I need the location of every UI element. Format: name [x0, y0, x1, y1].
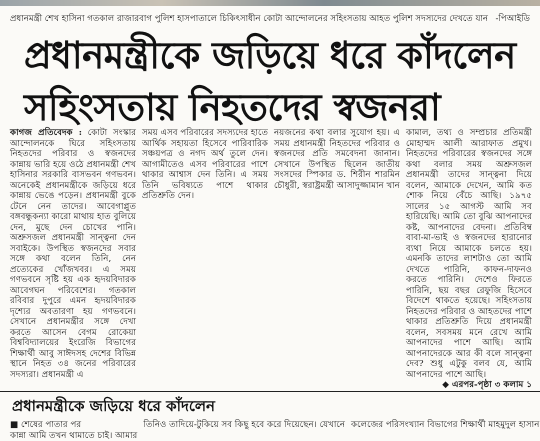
continuation-column-1: [10, 420, 137, 440]
continuation-column-3: [351, 420, 539, 440]
continuation-column-3-text: কলেজের পরিসংখ্যান বিভাগের শিক্ষার্থী মাহমুদুল হাসান: [351, 420, 540, 430]
continuation-headline: প্রধানমন্ত্রীকে জড়িয়ে ধরে কাঁদলেন: [12, 397, 215, 415]
byline: কাগজ প্রতিবেদক :: [10, 128, 82, 138]
continued-on-page: ◆ এরপর-পৃষ্ঠা ৩ কলাম ১: [442, 380, 532, 390]
section-divider: [0, 391, 540, 392]
article-column-3: [274, 128, 400, 386]
article-column-4: [406, 128, 532, 390]
photo-caption: [0, 6, 540, 32]
article-column-1: [10, 128, 136, 386]
continuation-body: [10, 420, 540, 441]
caption-credit: -পিআইডি: [495, 14, 530, 24]
article-column-2: [142, 128, 268, 386]
column-4-text: কামাল, তথ্য ও সম্প্রচার প্রতিমন্ত্রী মোহাম্মদ আলী আরাফাত প্রমুখ। নিহতদের পরিবারের স্বজনদের সঙ্গে কথা বলার সময় অশ্রুসজল প্রধানমন্ত্রী তাদের সান্ত্বনা দিয়ে বলেন, আমাকে দেখেন, আমি কত শোক নিয়ে বেঁচে আছি। ১৯৭৫ সালের ১৫ আগস্ট আমি সব হারিয়েছি। আমি তো বুঝি আপনাদের কষ্ট, আপনাদের বেদনা। প্রতিবিম্ব বাবা-মা-ভাই ও স্বজনদের হারানোর ব্যথা নিয়ে আমাকে চলতে হয়। এমনকি তাদের লাশটাও তো আমি দেখতে পারিনি, কাফন-দাফনও করতে পারিনি। দেশেও ফিরতে পারিনি, ছয় বছর রেফুজি হিসেবে বিদেশে থাকতে হয়েছে। সহিংসতায় নিহতদের পরিবার ও আহতদের পাশে থাকার প্রতিশ্রুতি দিয়ে প্রধানমন্ত্রী বলেন, সবসময় মনে রেখে আমি আপনাদের পাশে আছি। আমি আপনাদেরকে আর কী বলে সান্ত্বনা দেব? শুধু এটুকু বলব যে, আমি আপনাদের পাশে আছি।: [406, 128, 532, 380]
article-body: [10, 128, 532, 390]
headline-line-2: সহিংসতায় নিহতদের স্বজনরা: [24, 86, 441, 129]
continuation-column-1-text: কান্না আমি তখন থামাতে চাই। আমার: [10, 430, 138, 441]
headline-line-1: প্রধানমন্ত্রীকে জড়িয়ে ধরে কাঁদলেন: [24, 34, 516, 77]
caption-text: প্রধানমন্ত্রী শেখ হাসিনা গতকাল রাজারবাগ পুলিশ হাসপাতালে চিকিৎসাধীন কোটা আন্দোলনের সহিংসতায় আহত পুলিশ সদস্যদের দেখতে যান: [10, 14, 489, 24]
continuation-column-2-text: তিনিও তাদিয়ে-টুকিয়ে সব কিছু হবে করে দিয়েছেন। যেখানে: [143, 420, 346, 430]
column-3-text: নয়জনের কথা বলার সুযোগ হয়। এ সময় প্রধানমন্ত্রী নিহতদের পরিবার ও স্বজনদের প্রতি সমবেদনা জানান। সেখানে উপস্থিত ছিলেন জাতীয় সংসদের স্পিকার ড. শিরীন শারমিন চৌধুরী, স্বরাষ্ট্রমন্ত্রী আসাদুজ্জামান খান: [274, 128, 400, 191]
column-1-text: কোটা সংস্কার আন্দোলনকে ঘিরে সহিংসতায় নিহতদের পরিবার ও স্বজনদের কান্নায় ভারি হয়ে ওঠে প্রধানমন্ত্রী শেখ হাসিনার সরকারি বাসভবন গণভবন। অনেকেই প্রধানমন্ত্রীকে জড়িয়ে ধরে কান্নায় ভেঙে পড়েন। প্রধানমন্ত্রী বুকে টেনে নেন তাদের। আবেগাপ্লুত বঙ্গবন্ধুকন্যা কারো মাথায় হাত বুলিয়ে দেন, মুছে দেন চোখের পানি। অশ্রুসজল প্রধানমন্ত্রী সান্ত্বনা দেন সবাইকে। উপস্থিত স্বজনদের সবার সঙ্গে কথা বলেন তিনি, নেন প্রত্যেকের খোঁজখবর। এ সময় গণভবনে সৃষ্টি হয় এক হৃদয়বিদারক আবেগঘন পরিবেশের। গতকাল রবিবার দুপুরে এমন হৃদয়বিদারক দৃশ্যের অবতারণা হয় গণভবনে। সেখানে প্রধানমন্ত্রীর সঙ্গে দেখা করতে আসেন বেগম রোকেয়া বিশ্ববিদ্যালয়ের ইংরেজি বিভাগের শিক্ষার্থী আবু সাঈদসহ দেশের বিভিন্ন স্থানে নিহত ৩৪ জনের পরিবারের সদস্যরা। প্রধানমন্ত্রী এ: [10, 128, 137, 380]
column-2-text: সময় এসব পরিবারের সদস্যদের হাতে আর্থিক সহায়তা হিসেবে পারিবারিক সঞ্চয়পত্র ও নগদ অর্থ তুলে দেন। আগামীতেও এসব পরিবারের পাশে থাকার আশ্বাস দেন তিনি। এ সময় তিনি ভবিষ্যতে পাশে থাকার প্রতিশ্রুতি দেন।: [142, 128, 268, 201]
continuation-lead: ■ শেষের পাতার পর: [10, 420, 82, 430]
continuation-column-2: [143, 420, 345, 440]
